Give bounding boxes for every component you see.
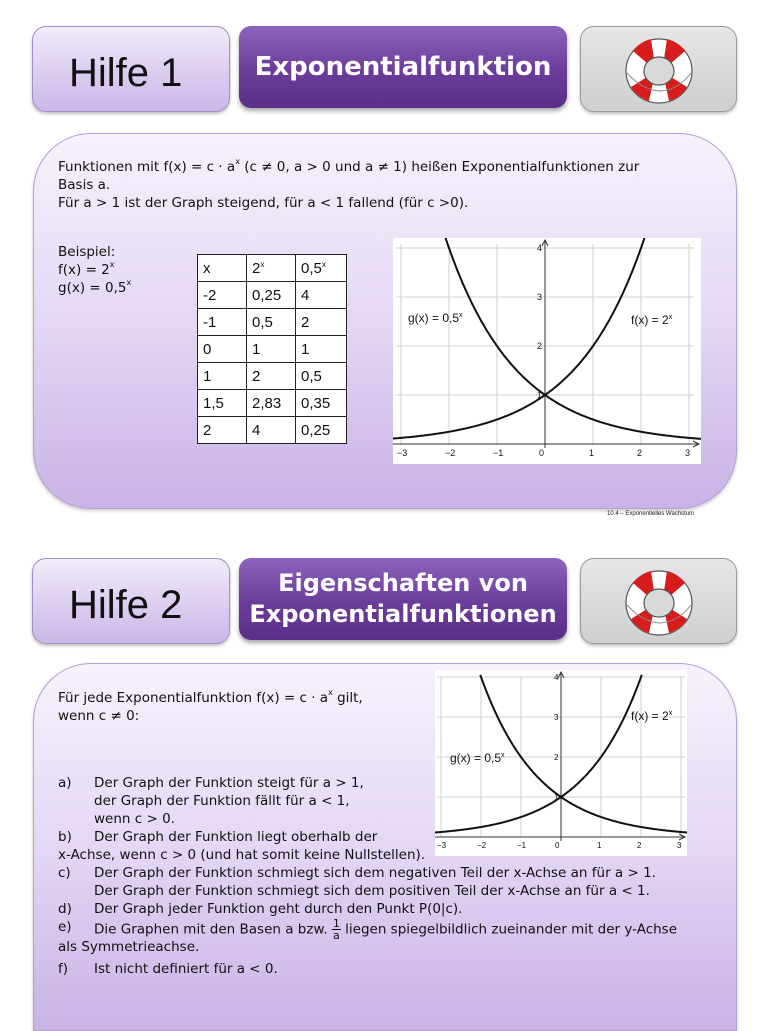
card2-intro-line1: Für jede Exponentialfunktion $f(x) = c \cdot a^x$ gilt, <box>58 688 363 706</box>
x-tick-label: −1 <box>517 841 527 850</box>
g-function-label: $g(x) = 0,5^x$ <box>408 310 463 325</box>
list-item: a) Der Graph der Funktion steigt für a > 1, der Graph der Funktion fällt für a < 1, wenn c > 0. <box>58 775 364 827</box>
hilfe-1-box <box>32 26 230 112</box>
table-cell: 0,25 <box>296 417 347 444</box>
list-item: f) Ist nicht definiert für a < 0. <box>58 961 278 977</box>
x-tick-label: 2 <box>637 448 643 458</box>
y-tick-label: 3 <box>537 292 543 302</box>
table-cell: 2 <box>247 363 296 390</box>
g-definition: $g(x) = 0,5^x$ <box>58 278 132 296</box>
y-tick-label: 1 <box>554 793 559 802</box>
curve-f <box>393 238 646 439</box>
card2-lifebuoy-box <box>580 558 737 644</box>
value-table <box>197 254 347 444</box>
x-tick-label: 0 <box>555 841 560 850</box>
x-tick-label: 3 <box>677 841 682 850</box>
table-header-cell: 2$^x$ <box>247 255 296 282</box>
table-cell: 2 <box>296 309 347 336</box>
list-item: d) Der Graph jeder Funktion geht durch den Punkt P(0|c). <box>58 901 463 917</box>
table-cell: 1 <box>198 363 247 390</box>
card1-intro-line3: Für a > 1 ist der Graph steigend, für a < 1 fallend (für c >0). <box>58 195 469 211</box>
x-tick-label: 0 <box>539 448 545 458</box>
x-tick-label: −3 <box>397 448 408 458</box>
table-header-cell: 0,5$^x$ <box>296 255 347 282</box>
card1-intro-line1: Funktionen mit $f(x) = c \cdot a^x$ (c ≠ 0, a > 0 und a ≠ 1) heißen Exponentialfunktionen zur <box>58 157 640 175</box>
table-cell: 1 <box>247 336 296 363</box>
table-row <box>198 417 347 444</box>
table-row <box>198 390 347 417</box>
hilfe-2-label: Hilfe 2 <box>69 583 183 627</box>
fraction-one-over-a: $\frac{1}{a}$ <box>332 917 340 942</box>
x-tick-label: −2 <box>477 841 487 850</box>
x-tick-label: 2 <box>637 841 642 850</box>
list-item: b) Der Graph der Funktion liegt oberhalb der x-Achse, wenn c > 0 (und hat somit keine Nullstellen). <box>58 829 426 863</box>
x-tick-label: 1 <box>597 841 602 850</box>
footer-note: 10.4 – Exponentielles Wachstum <box>607 511 695 517</box>
table-cell: 0,35 <box>296 390 347 417</box>
lifebuoy-icon <box>621 561 697 641</box>
card2-intro <box>58 689 363 725</box>
table-row <box>198 309 347 336</box>
table-cell: 1 <box>296 336 347 363</box>
card2-intro-line2: wenn c ≠ 0: <box>58 708 140 724</box>
table-cell: 2,83 <box>247 390 296 417</box>
table-cell: 0 <box>198 336 247 363</box>
x-tick-label: −2 <box>445 448 456 458</box>
card1-intro-line2: Basis a. <box>58 177 111 193</box>
x-tick-label: 1 <box>589 448 595 458</box>
y-tick-label: 3 <box>554 713 559 722</box>
x-tick-label: −3 <box>437 841 447 850</box>
table-row <box>198 363 347 390</box>
card1-example <box>58 243 131 297</box>
card2-title-line2: Exponentialfunktionen <box>249 600 557 628</box>
table-cell: -1 <box>198 309 247 336</box>
hilfe-2-box <box>32 558 230 644</box>
list-item: e) Die Graphen mit den Basen a bzw. $\frac{1}{a}$ liegen spiegelbildlich zueinander mit der y-Achse als Symmetrieachse. <box>58 917 678 955</box>
x-tick-label: 3 <box>685 448 691 458</box>
curve-g <box>444 238 701 439</box>
table-row <box>198 282 347 309</box>
y-tick-label: 2 <box>554 753 559 762</box>
f-function-label: $f(x) = 2^x$ <box>631 708 673 723</box>
table-cell: 4 <box>247 417 296 444</box>
y-tick-label: 4 <box>537 243 543 253</box>
list-item: c) Der Graph der Funktion schmiegt sich dem negativen Teil der x-Achse an für a > 1. Der Graph der Funktion schmiegt sich dem positiven Teil der x-Achse an für a < 1. <box>58 865 656 899</box>
exponential-graph-1 <box>393 238 701 464</box>
f-function-label: $f(x) = 2^x$ <box>631 312 673 327</box>
table-header-row <box>198 255 347 282</box>
card2-title-line1: Eigenschaften von <box>278 569 528 597</box>
lifebuoy-icon <box>621 29 697 109</box>
card1-lifebuoy-box <box>580 26 737 112</box>
y-tick-label: 4 <box>554 673 559 682</box>
table-header-cell: x <box>198 255 247 282</box>
table-cell: 0,25 <box>247 282 296 309</box>
y-tick-label: 2 <box>537 341 543 351</box>
table-cell: 1,5 <box>198 390 247 417</box>
hilfe-1-label: Hilfe 1 <box>69 51 183 95</box>
table-cell: -2 <box>198 282 247 309</box>
properties-list <box>58 774 728 978</box>
table-cell: 0,5 <box>296 363 347 390</box>
table-cell: 0,5 <box>247 309 296 336</box>
card2-title-banner <box>239 558 567 640</box>
table-cell: 4 <box>296 282 347 309</box>
card1-title-banner <box>239 26 567 108</box>
g-function-label: $g(x) = 0,5^x$ <box>450 750 505 765</box>
card1-intro <box>58 158 718 212</box>
table-cell: 2 <box>198 417 247 444</box>
table-row <box>198 336 347 363</box>
y-tick-label: 1 <box>537 390 543 400</box>
x-tick-label: −1 <box>493 448 504 458</box>
f-definition: $f(x) = 2^x$ <box>58 260 115 278</box>
beispiel-label: Beispiel: <box>58 244 116 260</box>
card1-title: Exponentialfunktion <box>254 52 552 82</box>
